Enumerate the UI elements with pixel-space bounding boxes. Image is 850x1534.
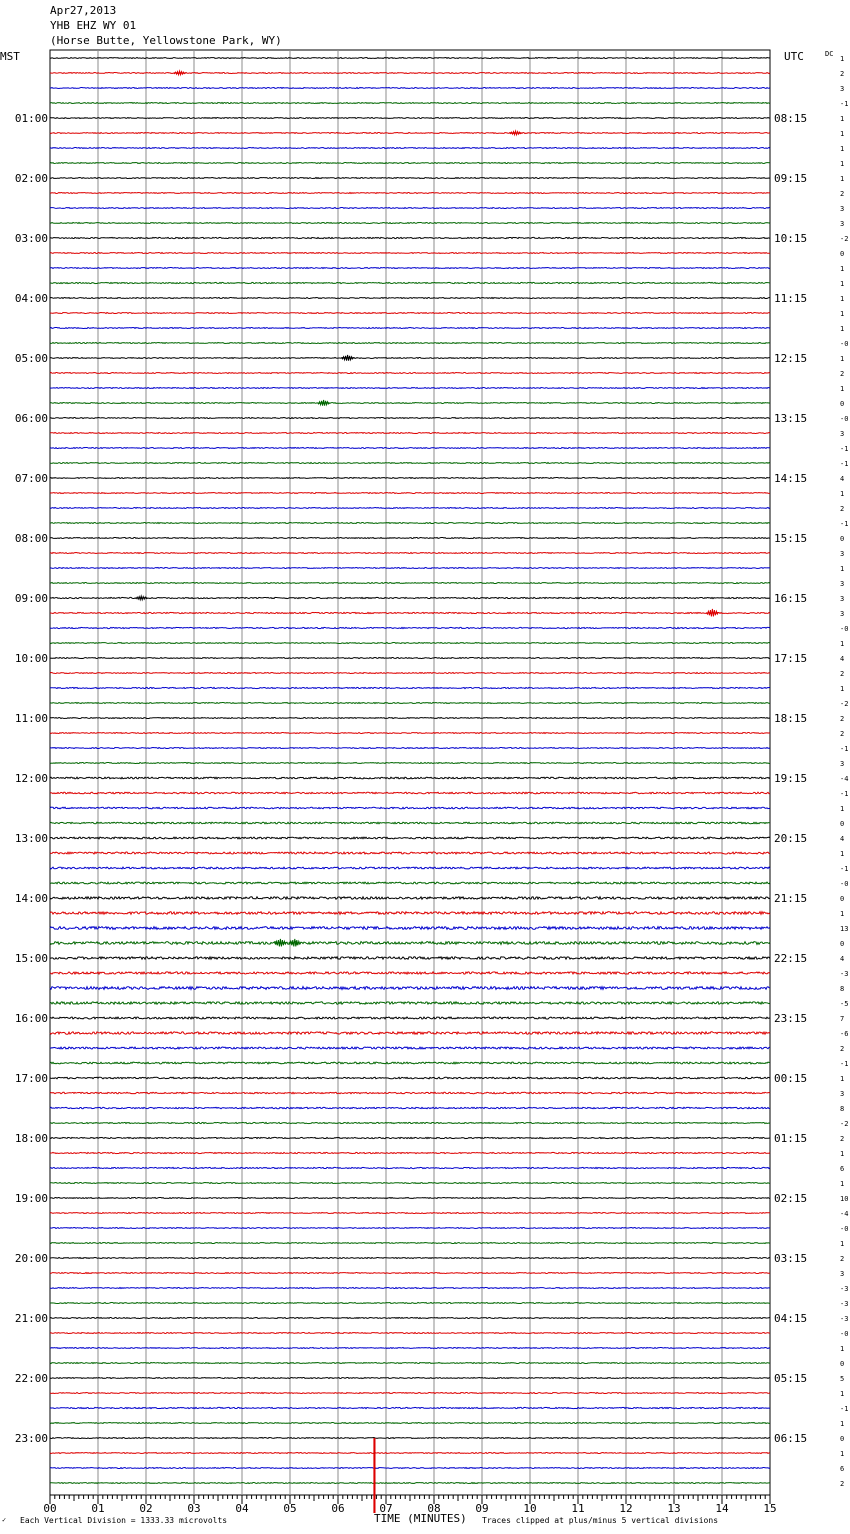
dc-value: 1 xyxy=(840,850,845,858)
trace-21 xyxy=(50,358,770,359)
dc-value: 1 xyxy=(840,1150,845,1158)
dc-value: 1 xyxy=(840,640,845,648)
dc-value: 1 xyxy=(840,805,845,813)
dc-value: 1 xyxy=(840,1450,845,1458)
right-hour-label: 10:15 xyxy=(774,232,808,245)
trace-27 xyxy=(50,448,770,449)
dc-value: 4 xyxy=(840,655,845,663)
dc-value: 3 xyxy=(840,430,845,438)
trace-12 xyxy=(50,223,770,224)
dc-value: -4 xyxy=(840,775,849,783)
dc-value: -1 xyxy=(840,745,849,753)
dc-value: 1 xyxy=(840,490,845,498)
right-hour-label: 02:15 xyxy=(774,1192,808,1205)
left-hour-label: 21:00 xyxy=(14,1312,48,1325)
left-hour-label: 17:00 xyxy=(14,1072,48,1085)
dc-value: 1 xyxy=(840,265,845,273)
dc-value: 1 xyxy=(840,1075,845,1083)
trace-79 xyxy=(50,1228,770,1229)
dc-value: -3 xyxy=(840,1285,849,1293)
dc-value: -0 xyxy=(840,415,849,423)
dc-value: 2 xyxy=(840,715,845,723)
left-hour-label: 03:00 xyxy=(14,232,48,245)
right-hour-label: 16:15 xyxy=(774,592,808,605)
x-tick-label: 13 xyxy=(667,1502,681,1515)
dc-value: -1 xyxy=(840,865,849,873)
right-hour-label: 14:15 xyxy=(774,472,808,485)
trace-55 xyxy=(50,867,770,869)
x-axis-title: TIME (MINUTES) xyxy=(374,1512,467,1525)
x-tick-label: 04 xyxy=(235,1502,249,1515)
dc-value: -3 xyxy=(840,1300,849,1308)
trace-49 xyxy=(50,777,770,779)
dc-value: 1 xyxy=(840,160,845,168)
dc-value: 3 xyxy=(840,760,845,768)
trace-25 xyxy=(50,418,770,419)
trace-90 xyxy=(50,1393,770,1394)
right-axis-title: UTC xyxy=(784,50,804,63)
dc-value: 3 xyxy=(840,1270,845,1278)
dc-value: 2 xyxy=(840,1255,845,1263)
dc-value: 13 xyxy=(840,925,849,933)
dc-value: -1 xyxy=(840,790,849,798)
trace-81 xyxy=(50,1258,770,1259)
right-hour-label: 21:15 xyxy=(774,892,808,905)
trace-50 xyxy=(50,792,770,794)
trace-91 xyxy=(50,1407,770,1408)
trace-95 xyxy=(50,1468,770,1469)
trace-56 xyxy=(50,882,770,884)
trace-9 xyxy=(50,178,770,179)
dc-value: 1 xyxy=(840,385,845,393)
dc-value: 6 xyxy=(840,1465,845,1473)
trace-30 xyxy=(50,493,770,494)
left-hour-label: 18:00 xyxy=(14,1132,48,1145)
trace-54 xyxy=(50,852,770,854)
dc-value: 6 xyxy=(840,1165,845,1173)
x-tick-label: 07 xyxy=(379,1502,393,1515)
x-tick-label: 12 xyxy=(619,1502,633,1515)
event-burst xyxy=(274,939,286,946)
trace-1 xyxy=(50,58,770,59)
trace-96 xyxy=(50,1483,770,1484)
x-tick-label: 14 xyxy=(715,1502,729,1515)
dc-value: 1 xyxy=(840,1390,845,1398)
label-group xyxy=(0,50,848,1515)
trace-3 xyxy=(50,88,770,89)
dc-value: 4 xyxy=(840,955,845,963)
dc-value: 2 xyxy=(840,730,845,738)
right-hour-label: 18:15 xyxy=(774,712,808,725)
trace-70 xyxy=(50,1092,770,1093)
trace-61 xyxy=(50,957,770,959)
trace-84 xyxy=(50,1303,770,1304)
trace-15 xyxy=(50,268,770,269)
dc-value: -0 xyxy=(840,625,849,633)
trace-11 xyxy=(50,208,770,209)
trace-94 xyxy=(50,1453,770,1454)
event-burst xyxy=(318,400,330,406)
dc-value: -2 xyxy=(840,1120,849,1128)
dc-value: 2 xyxy=(840,1135,845,1143)
trace-19 xyxy=(50,328,770,329)
dc-value: 1 xyxy=(840,115,845,123)
trace-13 xyxy=(50,237,770,238)
x-tick-label: 09 xyxy=(475,1502,489,1515)
dc-value: 1 xyxy=(840,1345,845,1353)
dc-value: 3 xyxy=(840,580,845,588)
trace-66 xyxy=(50,1032,770,1034)
x-tick-label: 11 xyxy=(571,1502,585,1515)
dc-value: 3 xyxy=(840,550,845,558)
trace-6 xyxy=(50,133,770,134)
trace-51 xyxy=(50,807,770,809)
right-hour-label: 00:15 xyxy=(774,1072,808,1085)
trace-87 xyxy=(50,1348,770,1349)
trace-46 xyxy=(50,733,770,734)
trace-31 xyxy=(50,508,770,509)
dc-value: 7 xyxy=(840,1015,845,1023)
trace-24 xyxy=(50,403,770,404)
right-hour-label: 22:15 xyxy=(774,952,808,965)
right-hour-label: 20:15 xyxy=(774,832,808,845)
clip-note: Traces clipped at plus/minus 5 vertical divisions xyxy=(482,1516,719,1525)
dc-value: 0 xyxy=(840,250,845,258)
dc-value: -1 xyxy=(840,460,849,468)
trace-17 xyxy=(50,298,770,299)
dc-value: 3 xyxy=(840,610,845,618)
dc-value: -2 xyxy=(840,700,849,708)
dc-value: 0 xyxy=(840,535,845,543)
trace-16 xyxy=(50,282,770,283)
right-hour-label: 23:15 xyxy=(774,1012,808,1025)
trace-42 xyxy=(50,673,770,674)
dc-value: 1 xyxy=(840,1420,845,1428)
dc-value: 3 xyxy=(840,220,845,228)
trace-68 xyxy=(50,1062,770,1064)
dc-value: 1 xyxy=(840,325,845,333)
dc-value: -5 xyxy=(840,1000,849,1008)
trace-83 xyxy=(50,1288,770,1289)
plot-frame xyxy=(50,50,770,1495)
left-hour-label: 06:00 xyxy=(14,412,48,425)
dc-value: 3 xyxy=(840,85,845,93)
trace-23 xyxy=(50,388,770,389)
trace-45 xyxy=(50,718,770,719)
left-hour-label: 23:00 xyxy=(14,1432,48,1445)
trace-37 xyxy=(50,597,770,598)
dc-value: 0 xyxy=(840,820,845,828)
right-hour-label: 06:15 xyxy=(774,1432,808,1445)
trace-92 xyxy=(50,1423,770,1424)
trace-48 xyxy=(50,763,770,764)
left-hour-label: 20:00 xyxy=(14,1252,48,1265)
dc-value: -0 xyxy=(840,340,849,348)
right-hour-label: 17:15 xyxy=(774,652,808,665)
dc-value: 5 xyxy=(840,1375,845,1383)
trace-7 xyxy=(50,148,770,149)
dc-value: 1 xyxy=(840,565,845,573)
dc-value: 1 xyxy=(840,685,845,693)
dc-value: -0 xyxy=(840,1225,849,1233)
trace-60 xyxy=(50,942,770,945)
left-hour-label: 22:00 xyxy=(14,1372,48,1385)
trace-65 xyxy=(50,1017,770,1019)
right-hour-label: 04:15 xyxy=(774,1312,808,1325)
left-hour-label: 01:00 xyxy=(14,112,48,125)
dc-value: -1 xyxy=(840,100,849,108)
dc-value: 8 xyxy=(840,1105,845,1113)
trace-group xyxy=(50,58,770,1514)
dc-value: 3 xyxy=(840,1090,845,1098)
left-hour-label: 07:00 xyxy=(14,472,48,485)
right-hour-label: 19:15 xyxy=(774,772,808,785)
x-tick-label: 15 xyxy=(763,1502,777,1515)
dc-value: 2 xyxy=(840,1480,845,1488)
trace-53 xyxy=(50,837,770,839)
dc-value: 4 xyxy=(840,835,845,843)
dc-value: -3 xyxy=(840,970,849,978)
left-hour-label: 12:00 xyxy=(14,772,48,785)
dc-value: 3 xyxy=(840,595,845,603)
dc-value: 0 xyxy=(840,895,845,903)
trace-40 xyxy=(50,643,770,644)
left-hour-label: 11:00 xyxy=(14,712,48,725)
trace-88 xyxy=(50,1363,770,1364)
trace-76 xyxy=(50,1183,770,1184)
dc-value: 0 xyxy=(840,1360,845,1368)
left-hour-label: 02:00 xyxy=(14,172,48,185)
event-burst xyxy=(289,939,301,946)
event-burst xyxy=(135,596,147,600)
trace-20 xyxy=(50,343,770,344)
dc-value: -6 xyxy=(840,1030,849,1038)
trace-73 xyxy=(50,1137,770,1138)
dc-value: 2 xyxy=(840,70,845,78)
trace-74 xyxy=(50,1152,770,1153)
trace-69 xyxy=(50,1077,770,1079)
dc-value: 2 xyxy=(840,190,845,198)
x-tick-label: 10 xyxy=(523,1502,537,1515)
trace-26 xyxy=(50,433,770,434)
x-tick-label: 03 xyxy=(187,1502,201,1515)
dc-value: 3 xyxy=(840,205,845,213)
trace-82 xyxy=(50,1273,770,1274)
x-tick-label: 05 xyxy=(283,1502,297,1515)
left-hour-label: 09:00 xyxy=(14,592,48,605)
trace-18 xyxy=(50,313,770,314)
trace-52 xyxy=(50,822,770,824)
right-hour-label: 01:15 xyxy=(774,1132,808,1145)
trace-72 xyxy=(50,1122,770,1123)
trace-47 xyxy=(50,748,770,749)
trace-80 xyxy=(50,1243,770,1244)
event-burst xyxy=(706,609,718,616)
event-burst xyxy=(342,355,354,361)
trace-59 xyxy=(50,927,770,930)
trace-10 xyxy=(50,193,770,194)
dc-value: 0 xyxy=(840,1435,845,1443)
trace-36 xyxy=(50,583,770,584)
dc-value: 8 xyxy=(840,985,845,993)
trace-14 xyxy=(50,253,770,254)
dc-value: 1 xyxy=(840,310,845,318)
trace-77 xyxy=(50,1198,770,1199)
trace-57 xyxy=(50,897,770,899)
date-label: Apr27,2013 xyxy=(50,4,117,17)
right-hour-label: 13:15 xyxy=(774,412,808,425)
x-tick-label: 01 xyxy=(91,1502,105,1515)
trace-33 xyxy=(50,538,770,539)
x-tick-label: 06 xyxy=(331,1502,345,1515)
dc-value: 4 xyxy=(840,475,845,483)
trace-32 xyxy=(50,523,770,524)
trace-44 xyxy=(50,703,770,704)
right-hour-label: 12:15 xyxy=(774,352,808,365)
trace-78 xyxy=(50,1213,770,1214)
dc-value: -2 xyxy=(840,235,849,243)
dc-value: -0 xyxy=(840,1330,849,1338)
dc-value: -1 xyxy=(840,520,849,528)
trace-67 xyxy=(50,1047,770,1049)
left-hour-label: 05:00 xyxy=(14,352,48,365)
trace-29 xyxy=(50,478,770,479)
trace-38 xyxy=(50,612,770,613)
left-hour-label: 13:00 xyxy=(14,832,48,845)
left-axis-title: MST xyxy=(0,50,20,63)
left-hour-label: 10:00 xyxy=(14,652,48,665)
dc-value: -3 xyxy=(840,1315,849,1323)
right-hour-label: 08:15 xyxy=(774,112,808,125)
trace-58 xyxy=(50,912,770,915)
event-burst xyxy=(510,131,522,135)
dc-value: 1 xyxy=(840,295,845,303)
dc-value: 1 xyxy=(840,910,845,918)
right-hour-label: 11:15 xyxy=(774,292,808,305)
dc-value: -0 xyxy=(840,880,849,888)
trace-64 xyxy=(50,1002,770,1004)
x-tick-label: 08 xyxy=(427,1502,441,1515)
left-hour-label: 14:00 xyxy=(14,892,48,905)
trace-39 xyxy=(50,627,770,628)
dc-value: 1 xyxy=(840,1180,845,1188)
trace-63 xyxy=(50,987,770,990)
trace-34 xyxy=(50,553,770,554)
trace-75 xyxy=(50,1167,770,1168)
dc-value: -4 xyxy=(840,1210,849,1218)
footer-mark: ✓ xyxy=(2,1516,7,1524)
dc-value: 1 xyxy=(840,175,845,183)
trace-85 xyxy=(50,1318,770,1319)
dc-title: DC xyxy=(825,50,834,58)
dc-value: 1 xyxy=(840,55,845,63)
dc-value: -1 xyxy=(840,1405,849,1413)
dc-value: -1 xyxy=(840,1060,849,1068)
dc-value: -1 xyxy=(840,445,849,453)
dc-value: 0 xyxy=(840,940,845,948)
right-hour-label: 03:15 xyxy=(774,1252,808,1265)
trace-28 xyxy=(50,463,770,464)
dc-value: 1 xyxy=(840,1240,845,1248)
trace-93 xyxy=(50,1438,770,1439)
dc-value: 2 xyxy=(840,505,845,513)
trace-43 xyxy=(50,687,770,688)
station-label: YHB EHZ WY 01 xyxy=(50,19,137,32)
left-hour-label: 16:00 xyxy=(14,1012,48,1025)
trace-71 xyxy=(50,1107,770,1108)
dc-value: 1 xyxy=(840,145,845,153)
dc-value: 10 xyxy=(840,1195,849,1203)
right-hour-label: 09:15 xyxy=(774,172,808,185)
right-hour-label: 15:15 xyxy=(774,532,808,545)
trace-4 xyxy=(50,103,770,104)
dc-value: 2 xyxy=(840,1045,845,1053)
trace-5 xyxy=(50,118,770,119)
trace-41 xyxy=(50,658,770,659)
trace-62 xyxy=(50,972,770,974)
trace-89 xyxy=(50,1378,770,1379)
trace-8 xyxy=(50,163,770,164)
trace-2 xyxy=(50,73,770,74)
right-hour-label: 05:15 xyxy=(774,1372,808,1385)
left-hour-label: 19:00 xyxy=(14,1192,48,1205)
trace-35 xyxy=(50,568,770,569)
dc-value: 1 xyxy=(840,355,845,363)
dc-value: 2 xyxy=(840,670,845,678)
trace-22 xyxy=(50,373,770,374)
dc-value: 2 xyxy=(840,370,845,378)
event-burst xyxy=(174,71,186,75)
dc-value: 1 xyxy=(840,280,845,288)
dc-value: 1 xyxy=(840,130,845,138)
left-hour-label: 04:00 xyxy=(14,292,48,305)
scale-note: Each Vertical Division = 1333.33 microvolts xyxy=(20,1516,228,1525)
x-tick-label: 00 xyxy=(43,1502,57,1515)
location-label: (Horse Butte, Yellowstone Park, WY) xyxy=(50,34,282,47)
x-tick-label: 02 xyxy=(139,1502,153,1515)
dc-value: 0 xyxy=(840,400,845,408)
trace-86 xyxy=(50,1333,770,1334)
left-hour-label: 15:00 xyxy=(14,952,48,965)
left-hour-label: 08:00 xyxy=(14,532,48,545)
